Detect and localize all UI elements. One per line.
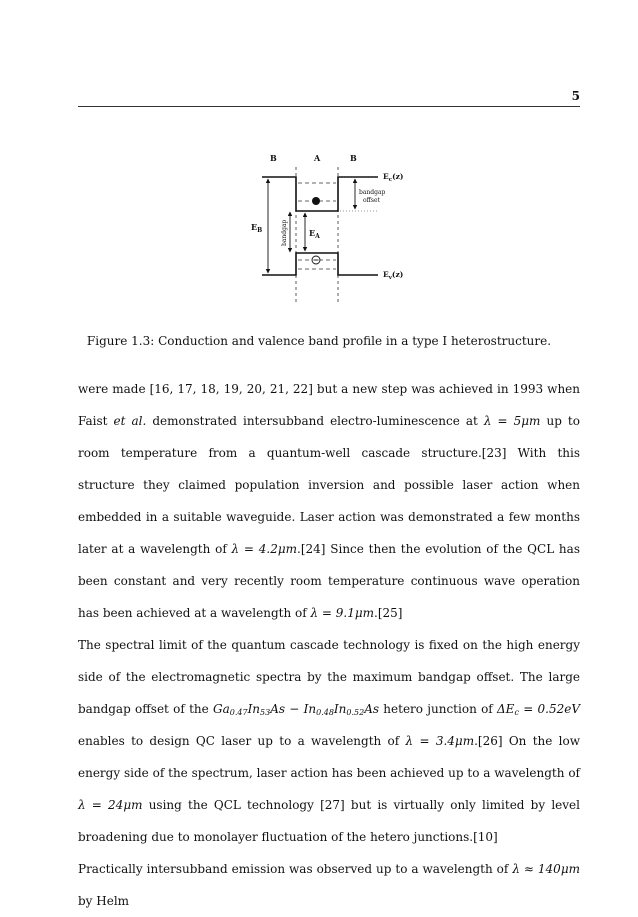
valence-band [262,253,378,275]
label-offset-2: offset [363,197,380,204]
body-text [78,373,580,917]
et-al: et al. [113,414,147,428]
label-bandgap-vertical: bandgap [281,219,288,246]
paragraph-1: were made [16, 17, 18, 19, 20, 21, 22] but a new step was achieved in 1993 when Faist et al. demonstrated intersubband electro-luminescence at λ = 5μm up to room temperature from a quantum-well cascade structure.[23] With this structure they claimed population inversion and possible laser action when embedded in a suitable waveguide. Laser action was demonstrated a few months later at a wavelength of λ = 4.2μm.[24] Since then the evolution of the QCL has been constant and very recently room temperature continuous wave operation has been achieved at a wavelength of λ = 9.1μm.[25] [78,382,580,620]
label-well: A [314,153,321,163]
label-barrier-left: B [270,153,277,163]
label-ev: $E_v(z)$ [383,270,404,281]
label-offset-1: bandgap [359,189,386,196]
label-ea: $E_A$ [309,228,320,240]
band-diagram-figure [248,145,413,310]
electron-dot [312,197,320,205]
header-rule [78,106,580,107]
figure-caption: Figure 1.3: Conduction and valence band profile in a type I heterostructure. [86,334,552,348]
label-ec: $E_c(z)$ [383,172,404,183]
label-barrier-right: B [350,153,357,163]
label-eb: $E_B$ [251,222,263,234]
heterojunction-formula: $Ga_{0.47}In_{53}As - In_{0.48}In_{0.52}As$ [213,702,380,717]
paragraph-3: Practically intersubband emission was observed up to a wavelength of λ ≈ 140μm by Helm [78,862,580,908]
band-diagram-svg [248,145,413,310]
paragraph-2: The spectral limit of the quantum cascade technology is fixed on the high energy side of the electromagnetic spectra by the maximum bandgap offset. The large bandgap offset of the $Ga_{0.47}In_{53}As - In_{0.48}In_{0.52}As$ hetero junction of $\Delta E_c = 0.52eV$ enables to design QC laser up to a wavelength of λ = 3.4μm.[26] On the low energy side of the spectrum, laser action has been achieved up to a wavelength of λ = 24μm using the QCL technology [27] but is virtually only limited by level broadening due to monolayer fluctuation of the hetero junctions.[10] [78,638,581,844]
page-number: 5 [571,89,580,103]
